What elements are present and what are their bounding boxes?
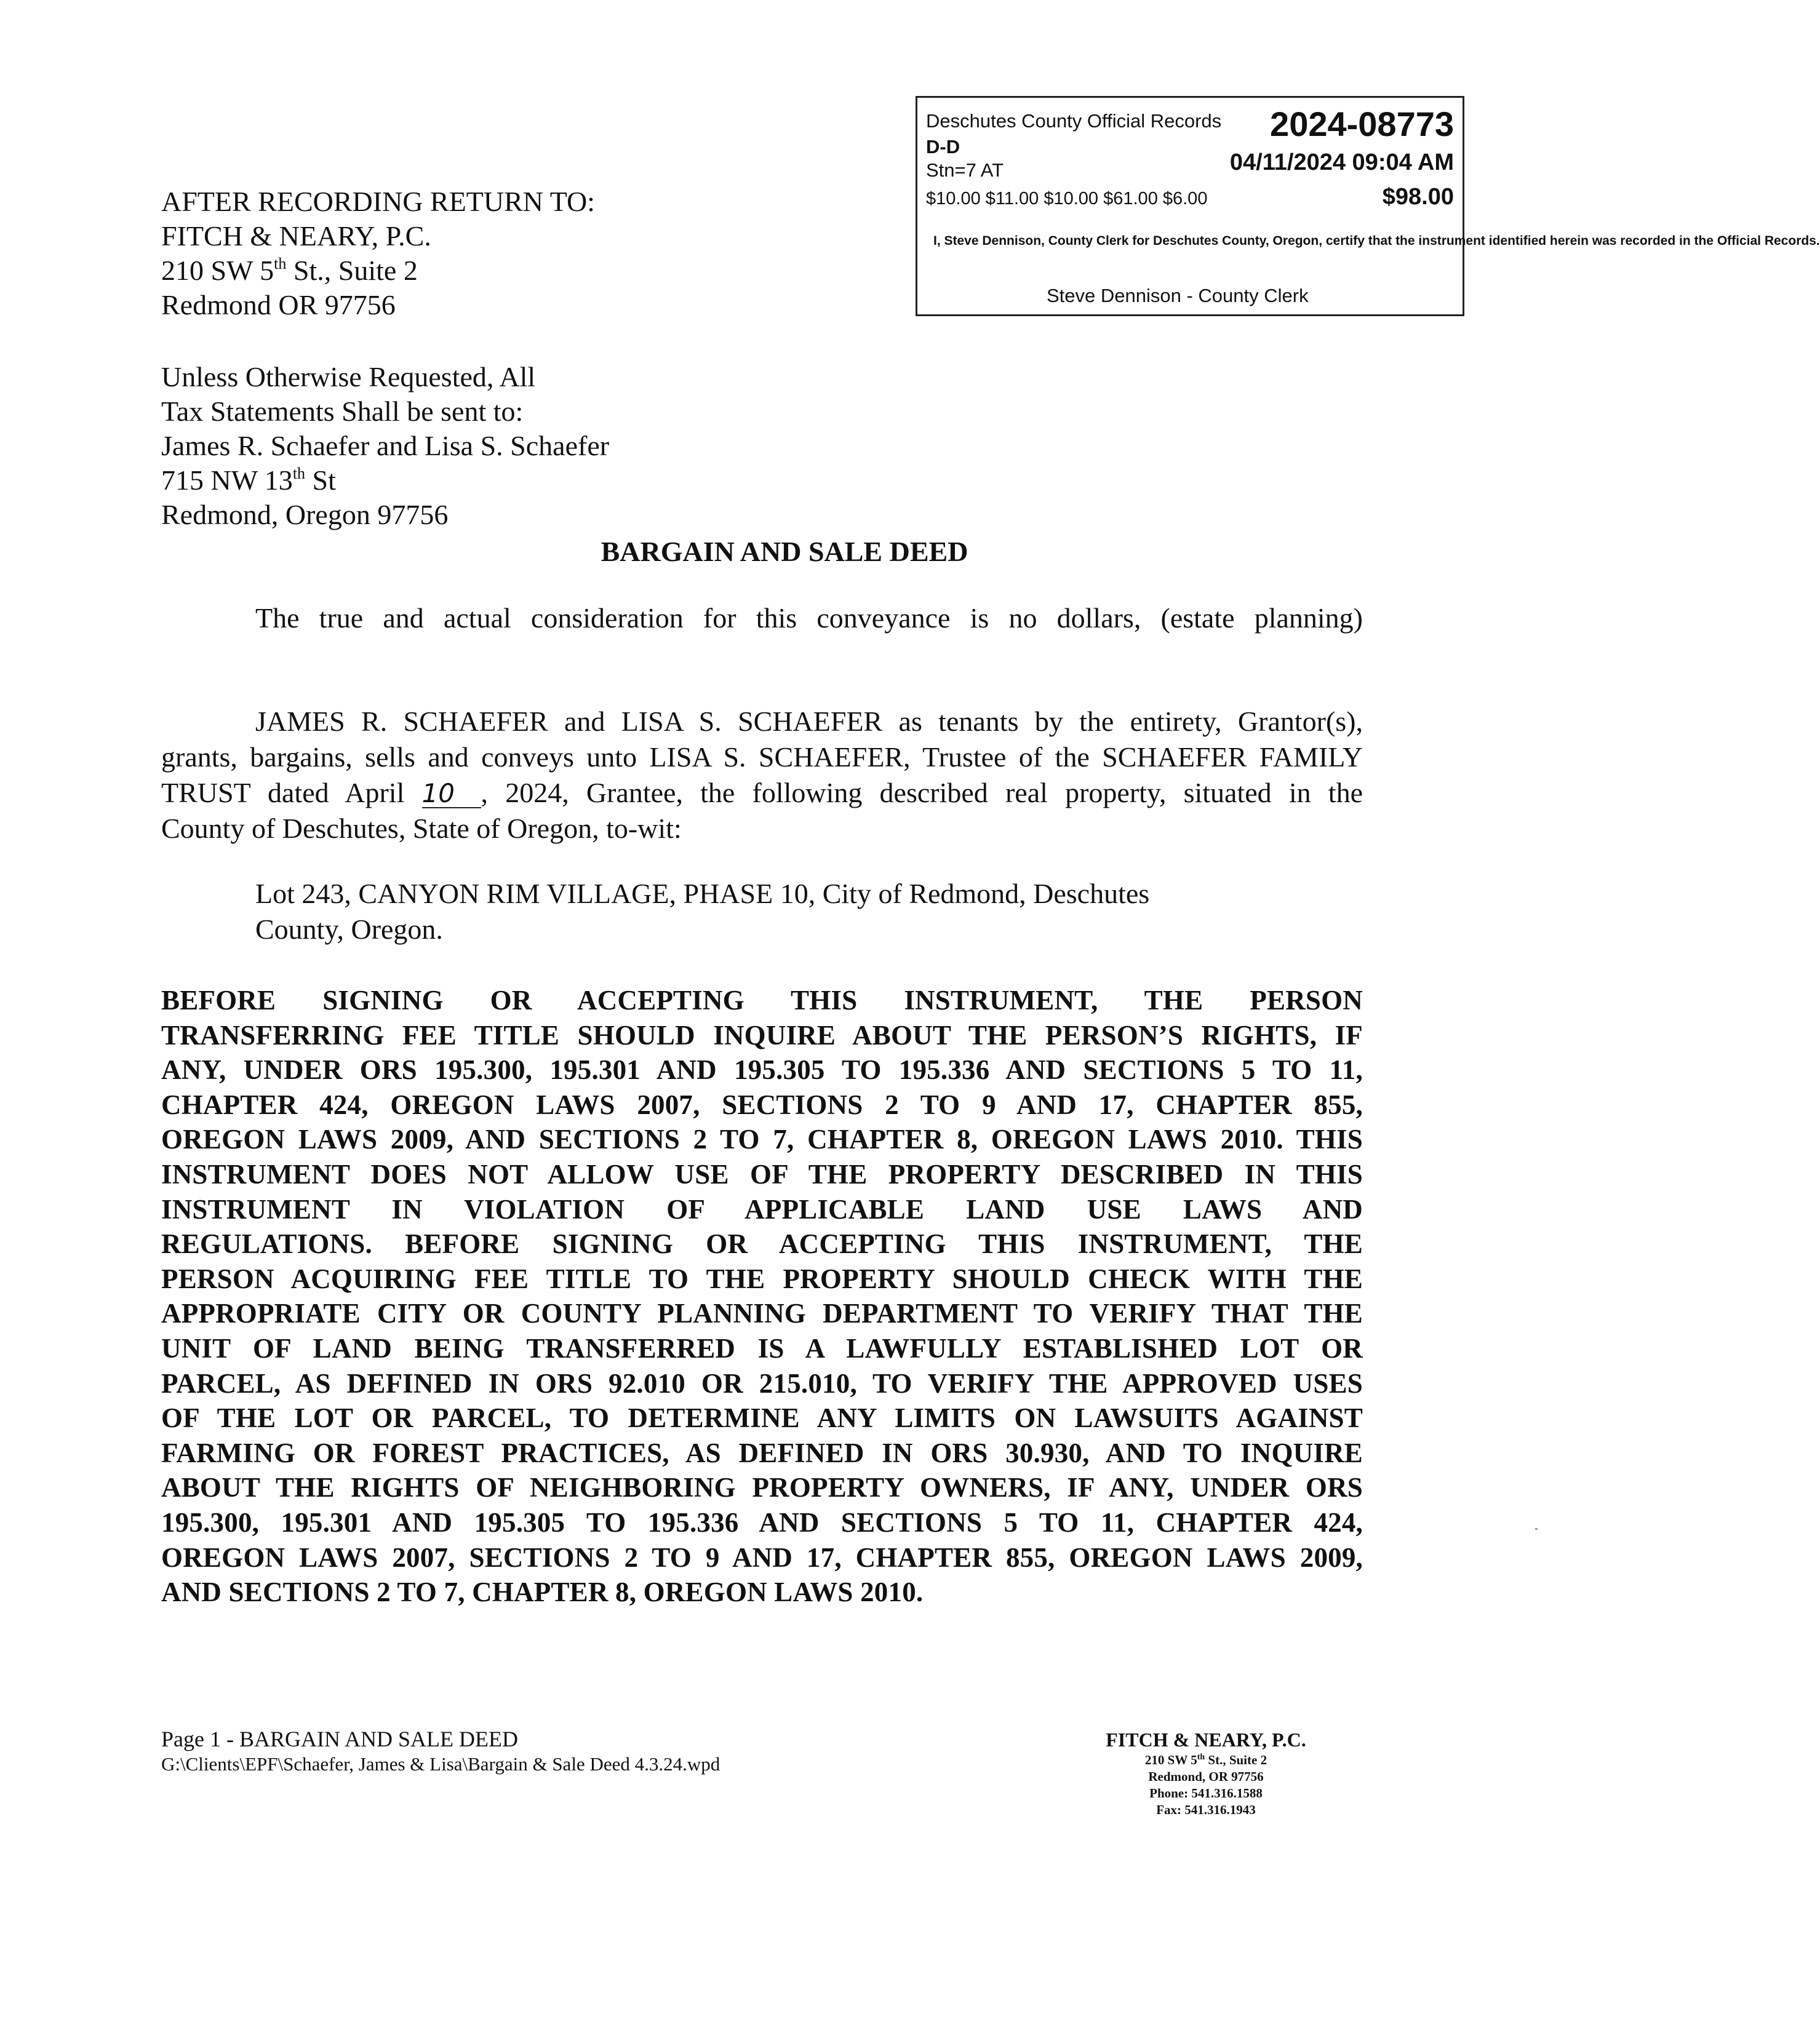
grant-line-2: grants, bargains, sells and conveys unto LISA S. SCHAEFER, Trustee of the SCHAEFER FAMILY [161,741,1363,773]
return-to-city: Redmond OR 97756 [161,289,396,320]
notice-line: TRANSFERRING FEE TITLE SHOULD INQUIRE ABOUT THE PERSON’S RIGHTS, IF [161,1019,1363,1051]
footer-city: Redmond, OR 97756 [1148,1769,1264,1784]
notice-line: APPROPRIATE CITY OR COUNTY PLANNING DEPARTMENT TO VERIFY THAT THE [161,1298,1363,1329]
footer-firm-name: FITCH & NEARY, P.C. [1106,1729,1306,1751]
stamp-fees: $10.00 $11.00 $10.00 $61.00 $6.00 [926,189,1208,209]
tax-city: Redmond, Oregon 97756 [161,499,449,530]
return-to-block [161,185,595,322]
notice-line: AND SECTIONS 2 TO 7, CHAPTER 8, OREGON LAWS 2010. [161,1577,924,1608]
notice-line: CHAPTER 424, OREGON LAWS 2007, SECTIONS 2 TO 9 AND 17, CHAPTER 855, [161,1089,1363,1120]
stamp-certification: I, Steve Dennison, County Clerk for Deschutes County, Oregon, certify that the instrument identified herein was recorded in the Official Records. [933,234,1820,248]
tax-names: James R. Schaefer and Lisa S. Schaefer [161,430,610,461]
legal-line-1: Lot 243, CANYON RIM VILLAGE, PHASE 10, City of Redmond, Deschutes [255,878,1150,909]
return-to-firm: FITCH & NEARY, P.C. [161,220,431,252]
notice-line: REGULATIONS. BEFORE SIGNING OR ACCEPTING THIS INSTRUMENT, THE [161,1228,1363,1260]
grant-line-1: JAMES R. SCHAEFER and LISA S. SCHAEFER as tenants by the entirety, Grantor(s), [255,706,1363,737]
tax-line-1: Unless Otherwise Requested, All [161,361,536,392]
notice-line: OF THE LOT OR PARCEL, TO DETERMINE ANY LIMITS ON LAWSUITS AGAINST [161,1403,1363,1434]
grant-line-4: County of Deschutes, State of Oregon, to-wit: [161,813,682,844]
notice-line: INSTRUMENT DOES NOT ALLOW USE OF THE PROPERTY DESCRIBED IN THIS [161,1158,1363,1190]
notice-line: 195.300, 195.301 AND 195.305 TO 195.336 AND SECTIONS 5 TO 11, CHAPTER 424, [161,1507,1363,1538]
footer-street: 210 SW 5th St., Suite 2 [1144,1753,1267,1767]
notice-line: OREGON LAWS 2007, SECTIONS 2 TO 9 AND 17, CHAPTER 855, OREGON LAWS 2009, [161,1542,1363,1573]
notice-line: FARMING OR FOREST PRACTICES, AS DEFINED IN ORS 30.930, AND TO INQUIRE [161,1437,1363,1468]
stamp-office: Deschutes County Official Records [926,110,1222,132]
footer-fax: Fax: 541.316.1943 [1156,1802,1256,1817]
notice-line: UNIT OF LAND BEING TRANSFERRED IS A LAWFULLY ESTABLISHED LOT OR [161,1332,1363,1364]
footer-file-path: G:\Clients\EPF\Schaefer, James & Lisa\Bargain & Sale Deed 4.3.24.wpd [161,1753,720,1775]
stamp-datetime: 04/11/2024 09:04 AM [1229,149,1454,175]
legal-line-2: County, Oregon. [255,914,443,945]
footer-phone: Phone: 541.316.1588 [1149,1786,1263,1801]
return-to-street: 210 SW 5th St., Suite 2 [161,255,418,286]
notice-line: PARCEL, AS DEFINED IN ORS 92.010 OR 215.010, TO VERIFY THE APPROVED USES [161,1367,1363,1399]
footer-page-label: Page 1 - BARGAIN AND SALE DEED [161,1727,518,1751]
tax-street: 715 NW 13th St [161,464,336,496]
stamp-document-number: 2024-08773 [1270,105,1454,143]
handwritten-date: 10 [422,780,481,808]
grant-clause [161,704,1363,846]
footer-firm-block [1046,1727,1366,1818]
stamp-total: $98.00 [1382,184,1454,210]
statutory-notice [161,983,1363,1610]
notice-line: PERSON ACQUIRING FEE TITLE TO THE PROPERTY SHOULD CHECK WITH THE [161,1263,1363,1294]
notice-line: OREGON LAWS 2009, AND SECTIONS 2 TO 7, CHAPTER 8, OREGON LAWS 2010. THIS [161,1124,1363,1155]
stamp-signature: Steve Dennison - County Clerk [1047,285,1309,306]
tax-line-2: Tax Statements Shall be sent to: [161,396,524,427]
document-title: BARGAIN AND SALE DEED [601,536,968,567]
grant-line-3: TRUST dated April 10 , 2024, Grantee, the following described real property, situated in the [161,777,1363,808]
scan-speck [1535,1528,1538,1530]
consideration-statement: The true and actual consideration for this conveyance is no dollars, (estate planning) [255,602,1363,634]
notice-line: BEFORE SIGNING OR ACCEPTING THIS INSTRUMENT, THE PERSON [161,985,1363,1016]
stamp-station: Stn=7 AT [926,159,1004,181]
notice-line: INSTRUMENT IN VIOLATION OF APPLICABLE LAND USE LAWS AND [161,1193,1363,1225]
tax-statements-block [161,360,609,532]
stamp-doc-type: D-D [926,136,960,157]
footer-left [161,1726,720,1775]
notice-line: ANY, UNDER ORS 195.300, 195.301 AND 195.305 TO 195.336 AND SECTIONS 5 TO 11, [161,1054,1363,1086]
recording-stamp [916,96,1820,316]
legal-description [255,876,1301,947]
notice-line: ABOUT THE RIGHTS OF NEIGHBORING PROPERTY OWNERS, IF ANY, UNDER ORS [161,1472,1363,1503]
return-to-heading: AFTER RECORDING RETURN TO: [161,186,595,217]
